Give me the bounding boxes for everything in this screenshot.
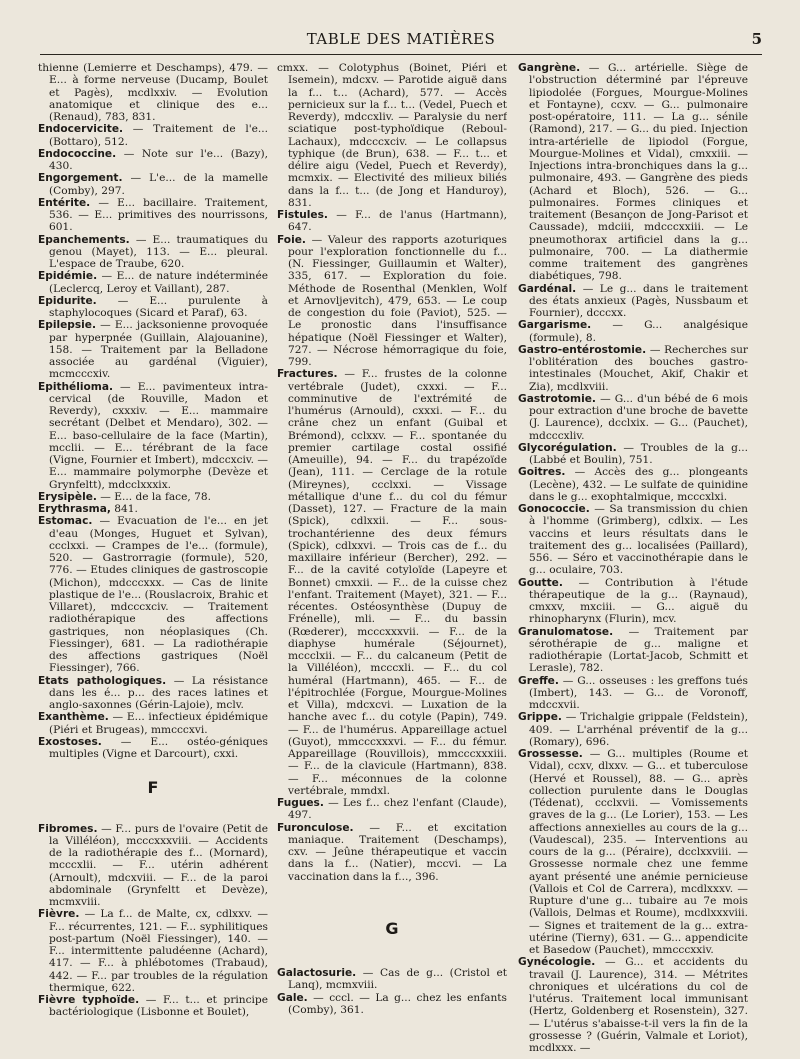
entry-text: — E... jacksonienne provoquée par hyperpnée (Guillain, Alajouanine), 158. — Traitement par la Belladone associée au gardénal (Viguier), mcmcccxiv.	[49, 319, 268, 381]
entry-headword: Erysipèle.	[38, 490, 97, 503]
entry-headword: Grippe.	[518, 711, 562, 724]
index-entry	[277, 209, 507, 234]
index-entry	[518, 503, 748, 577]
entry-headword: Fièvre.	[38, 908, 80, 921]
entry-text: — Evacuation de l'e... en jet d'eau (Monges, Huguet et Sylvan), ccclxxi. — Crampes de l'e... (formule), 520. — Gastrorragie (formule), 520, 776. — Etudes cliniques de gastroscopie (Michon), mdcccxxx. — Cas de linite plastique de l'e... (Rouslacroix, Brahic et Villaret), mdcccxciv. — Traitement radiothérapique des affections gastriques, non néoplasiques (Ch. Fiessinger), 681. — La radiothérapie des affections gastriques (Noël Fiessinger), 766.	[49, 515, 268, 675]
entry-headword: Fistules.	[277, 209, 328, 221]
index-entry	[518, 466, 748, 503]
entry-text: — Recherches sur l'oblitération des bouches gastro-intestinales (Mouchet, Akif, Chakir et Zia), mcdlxviii.	[529, 343, 748, 393]
entry-headword: Epanchements.	[38, 233, 130, 246]
entry-text: — G... et accidents du travail (J. Laurence), 314. — Métrites chroniques et ulcérations du col de l'utérus. Traitement local immunisant (Hertz, Goldenberg et Rosenstein), 327. — L'utérus s'abaisse-t-il vers la fin de la grossesse ? (Guérin, Valmale et Loriot), mcdlxxx. —	[529, 956, 748, 1052]
entry-headword: Gangrène.	[518, 62, 581, 74]
index-entry	[38, 295, 268, 320]
entry-headword: Grossesse.	[518, 748, 583, 760]
page-header	[40, 28, 762, 55]
entry-headword: Erythrasma,	[38, 503, 111, 515]
entry-headword: Exanthème.	[38, 711, 109, 724]
entry-headword: Goutte.	[518, 576, 563, 589]
entry-text: — Accès des g... plongeants (Lecène), 432. — Le sulfate de quinidine dans le g... exophtalmique, mcccxlxi.	[529, 466, 748, 503]
index-entry	[38, 381, 268, 491]
column-middle	[277, 62, 507, 1052]
index-entry	[518, 442, 748, 467]
entry-headword: Engorgement.	[38, 172, 123, 185]
column-right	[518, 62, 748, 1052]
entry-text: — G... analgésique (formule), 8.	[529, 319, 748, 344]
index-entry	[518, 283, 748, 320]
entry-text: 841.	[110, 503, 138, 515]
entry-text: — E... infectieux épidémique (Piéri et Brugeas), mmcccxvi.	[49, 711, 268, 736]
index-entry	[277, 967, 507, 992]
entry-text: — E... pavimenteux intra-cervical (de Rouville, Madon et Reverdy), cxxxiv. — E... mammaire secrétant (Delbet et Mendaro), 302. — E... baso-cellulaire de la face (Martin), mcclii. — E... térébrant de la face (Vigne, Fournier et Imbert), mdccxciv. — E... mammaire polymorphe (Devèze et Grynfeltt), mdcclxxxix.	[49, 380, 268, 491]
entry-text: — La résistance dans les é... p... des races latines et anglo-saxonnes (Gérin-Lajoie), mclv.	[49, 674, 268, 711]
entry-text: — Note sur l'e... (Bazy), 430.	[49, 147, 268, 172]
index-entry	[277, 992, 507, 1017]
entry-headword: Exostoses.	[38, 735, 102, 748]
index-entry	[38, 123, 268, 148]
index-entry	[38, 270, 268, 295]
entry-headword: Fièvre typhoïde.	[38, 994, 140, 1006]
index-entry	[518, 577, 748, 626]
index-entry	[38, 675, 268, 712]
entry-text: — E... ostéo-géniques multiples (Vigne et Darcourt), cxxi.	[49, 735, 268, 760]
entry-headword: Endocervicite.	[38, 123, 124, 136]
entry-text: — F... et excitation maniaque. Traitement (Deschamps), cxv. — Jeûne thérapeutique et vaccin dans la f... (Natier), mccvi. — La vaccination dans la f..., 396.	[288, 821, 507, 883]
entry-text: — F... purs de l'ovaire (Petit de la Villéléon), mcccxxxviii. — Accidents de la radiothérapie des f... (Mornard), mcccxlii. — F... utérin adhérent (Arnoult), mdcxviii. — F... de la paroi abdominale (Grynfeltt et Devèze), mcmxviii.	[49, 822, 268, 908]
entry-headword: Gastro-entérostomie.	[518, 343, 647, 356]
index-entry	[38, 736, 268, 761]
section-letter-g: G	[385, 918, 399, 938]
index-entry	[518, 344, 748, 393]
index-entry	[518, 711, 748, 748]
entry-headword: Galactosurie.	[277, 967, 357, 979]
index-entry	[277, 368, 507, 797]
entry-text: — Valeur des rapports azoturiques pour l'exploration fonctionnelle du f... (N. Fiessinger, Guillaumin et Walter), 335, 617. — Exploration du foie. Méthode de Rosenthal (Menklen, Wolf et Arnovljevitch), 479, 653. — Le coup de congestion du foie (Paviot), 525. — Le pronostic dans l'insuffisance hépatique (Noël Fiessinger et Walter), 727. — Nécrose hémorragique du foie, 799.	[288, 233, 507, 368]
index-entry	[277, 822, 507, 883]
entry-text: — F... de l'anus (Hartmann), 647.	[288, 209, 507, 234]
section-letter-f: F	[147, 778, 159, 798]
entry-text: — La f... de Malte, cx, cdlxxv. — F... récurrentes, 121. — F... syphilitiques post-partum (Noël Fiessinger), 140. — F... intermittente paludéenne (Achard), 417. — F... à phlébotomes (Trabaud), 442. — F... par troubles de la régulation thermique, 622.	[49, 908, 268, 994]
index-entry	[518, 319, 748, 344]
entry-headword: Gardénal.	[518, 282, 577, 295]
entry-text: — E... bacillaire. Traitement, 536. — E... primitives des nourrissons, 601.	[49, 196, 268, 234]
entry-text: — E... de la face, 78.	[96, 490, 211, 503]
index-entry	[38, 823, 268, 909]
entry-text: — G... artérielle. Siège de l'obstruction déterminé par l'épreuve lipiodolée (Forgues, Mourgue-Molines et Fontayne), ccxv. — G... pulmonaire post-opératoire, 111. — La g... sénile (Ramond), 217. — G... du pied. Injection intra-artérielle de lipiodol (Forgue, Mourgue-Molines et Vidal), cmxxiii. — Injections intra-bronchiques dans la g... pulmonaire, 493. — Gangrène des pieds (Achard et Bloch), 526. — G... pulmonaires. Formes cliniques et traitement (Besançon de Jong-Parisot et Caussade), mdciii, mdcccxxiii. — Le pneumothorax artificiel dans la g... pulmonaire, 700. — La diathermie comme traitement des gangrènes diabétiques, 798.	[529, 62, 748, 283]
entry-text: — L'e... de la mamelle (Comby), 297.	[49, 172, 268, 197]
index-entry	[38, 515, 268, 674]
entry-headword: Endococcine.	[38, 147, 117, 160]
index-entry	[518, 675, 748, 712]
index-entry	[38, 503, 268, 515]
entry-headword: Goitres.	[518, 466, 566, 479]
entry-text: — Cas de g... (Cristol et Lanq), mcmxviii.	[288, 967, 507, 992]
entry-text: — Traitement par sérothérapie de g... maligne et radiothérapie (Lortat-Jacob, Schmitt et Lerasle), 782.	[529, 625, 748, 675]
entry-headword: Epidémie.	[38, 270, 98, 283]
entry-headword: Etats pathologiques.	[38, 674, 167, 687]
entry-headword: Gargarisme.	[518, 319, 592, 332]
entry-text: — Sa transmission du chien à l'homme (Grimberg), cdlxix. — Les vaccins et leurs résultats dans le traitement des g... localisées (Paillard), 556. — Séro et vaccinothérapie dans le g... oculaire, 703.	[529, 503, 748, 577]
index-entry	[518, 748, 748, 956]
index-entry	[38, 908, 268, 994]
entry-text: — E... traumatiques du genou (Mayet), 113. — E... pleural. L'espace de Traube, 620.	[49, 233, 268, 270]
entry-headword: Granulomatose.	[518, 625, 614, 638]
entry-headword: Fugues.	[277, 797, 324, 809]
entry-text: — E... purulente à staphylocoques (Sicard et Paraf), 63.	[49, 294, 268, 319]
entry-headword: Gale.	[277, 991, 308, 1004]
entry-text: — G... multiples (Roume et Vidal), ccxv, dlxxv. — G... et tuberculose (Hervé et Roussel), 88. — G... après collection purulente dans le Douglas (Tédenat), ccclxvii. — Vomissements graves de la g... (Le Lorier), 153. — Les affections annexielles au cours de la g... (Vaudescal), 235. — Interventions au cours de la g... (Péraire), dcclxxviii. — Grossesse normale chez une femme ayant présenté une anémie pernicieuse (Vallois et Col de Carrera), mcdlxxxv. — Rupture d'une g... tubaire au 7e mois (Vallois, Delmas et Roume), mcdlxxxviii. — Signes et traitement de la g... extra-utérine (Tierny), 631. — G... appendicite et Basedow (Pauchet), mmcccxxiv.	[529, 748, 748, 956]
entry-text: — cccl. — La g... chez les enfants (Comby), 361.	[288, 991, 507, 1016]
index-entry	[277, 234, 507, 369]
entry-headword: Glycorégulation.	[518, 441, 617, 454]
entry-headword: Entérite.	[38, 196, 91, 209]
index-entry	[518, 626, 748, 675]
entry-headword: Epilepsie.	[38, 319, 96, 332]
entry-text: — Le g... dans le traitement des états anxieux (Pagès, Nussbaum et Fournier), dcccxx.	[529, 282, 748, 319]
index-entry	[38, 234, 268, 271]
index-entry	[518, 393, 748, 442]
index-entry	[38, 711, 268, 736]
index-entry	[38, 491, 268, 503]
page-number: 5	[751, 30, 762, 48]
entry-text: — Trichalgie grippale (Feldstein), 409. — L'arrhénal préventif de la g... (Romary), 696.	[529, 711, 748, 748]
entry-headword: Fibromes.	[38, 822, 98, 835]
entry-headword: Fractures.	[277, 368, 338, 381]
entry-text: — F... frustes de la colonne vertébrale (Judet), cxxxi. — F... comminutive de l'extrémité de l'humérus (Arnould), cxxxi. — F... du crâne chez un enfant (Guibal et Brémond), cclxxv. — F... spontanée du premier cartilage costal ossifié (Ameuille), 94. — F... du trapézoïde (Jean), 111. — Cerclage de la rotule (Mireynes), ccclxxi. — Vissage métallique d'une f... du col du fémur (Dasset), 127. — Fracture de la main (Spick), cdlxxii. — F... sous-trochantérienne des deux fémurs (Spick), cdlxxvi. — Trois cas de f... du maxillaire inférieur (Bercher), 292. — F... de la cavité cotyloïde (Lapeyre et Bonnet) cmxxii. — F... de la cuisse chez l'enfant. Traitement (Mayet), 321. — F... récentes. Ostéosynthèse (Dupuy de Frénelle), mli. — F... du bassin (Rœderer), mcccxxxvii. — F... de la diaphyse humérale (Séjournet), mccclxii. — F... du calcaneum (Petit de la Villéléon), mcccxli. — F... du col huméral (Hartmann), 465. — F... de l'épitrochlée (Forgue, Mourgue-Molines et Villa), mdcxcvi. — Luxation de la hanche avec f... du cotyle (Papin), 749. — F... de l'humérus. Appareillage actuel (Guyot), mmcccxxxvi. — F... du fémur. Appareillage (Rouvillois), mmcccxxxiii. — F... de la clavicule (Hartmann), 838. — F... méconnues de la colonne vertébrale, mmdxl.	[288, 368, 507, 797]
index-entry	[38, 319, 268, 380]
index-entry	[38, 62, 268, 123]
index-entry	[38, 994, 268, 1019]
index-entry	[38, 197, 268, 234]
entry-text: — Les f... chez l'enfant (Claude), 497.	[288, 797, 507, 822]
entry-text: — G... osseuses : les greffons tués (Imbert), 143. — G... de Voronoff, mdccxvii.	[529, 674, 748, 711]
entry-text: — Troubles de la g... (Labbé et Boulin), 751.	[529, 441, 748, 466]
entry-headword: Foie.	[277, 233, 306, 246]
entry-text: — Contribution à l'étude thérapeutique de la g... (Raynaud), cmxxv, mxciii. — G... aiguë du rhinopharynx (Flurin), mcv.	[529, 576, 748, 626]
page-title: TABLE DES MATIÈRES	[306, 30, 496, 48]
entry-text: — E... de nature indéterminée (Leclercq, Leroy et Vaillant), 287.	[49, 270, 268, 295]
entry-headword: Estomac.	[38, 515, 93, 528]
index-entry	[38, 148, 268, 173]
index-entry	[277, 62, 507, 209]
index-entry	[38, 172, 268, 197]
entry-text: — Traitement de l'e... (Bottaro), 512.	[49, 123, 268, 148]
entry-headword: Gynécologie.	[518, 956, 596, 969]
index-entry	[277, 797, 507, 822]
index-entry	[518, 62, 748, 283]
entry-headword: Epidurite.	[38, 294, 97, 307]
entry-headword: Gastrotomie.	[518, 392, 596, 405]
entry-text: thienne (Lemierre et Deschamps), 479. — E... à forme nerveuse (Ducamp, Boulet et Pagès), mcdlxxiv. — Evolution anatomique et clinique des e... (Renaud), 783, 831.	[38, 62, 268, 123]
column-left	[38, 62, 268, 1052]
entry-text: cmxx. — Colotyphus (Boinet, Piéri et Isemein), mdcxv. — Parotide aiguë dans la f... t... (Achard), 577. — Accès pernicieux sur la f... t... (Vedel, Puech et Reverdy), mdccxliv. — Paralysie du nerf sciatique post-typhoïdique (Reboul-Lachaux), mdcccxciv. — Le collapsus typhique (de Brun), 638. — F... t... et délire aigu (Vedel, Puech et Reverdy), mcmxix. — Electivité des milieux biliés dans la f... t... (de Jong et Handuroy), 831.	[277, 62, 507, 209]
entry-headword: Epithélioma.	[38, 380, 113, 393]
entry-text: — F... t... et principe bactériologique (Lisbonne et Boulet),	[49, 994, 268, 1019]
entry-headword: Gonococcie.	[518, 503, 590, 515]
entry-headword: Greffe.	[518, 674, 559, 687]
entry-headword: Furonculose.	[277, 821, 354, 834]
entry-text: — G... d'un bébé de 6 mois pour extraction d'une broche de bavette (J. Laurence), dcclxix. — G... (Pauchet), mdcccxliv.	[529, 392, 748, 442]
index-entry	[518, 956, 748, 1052]
